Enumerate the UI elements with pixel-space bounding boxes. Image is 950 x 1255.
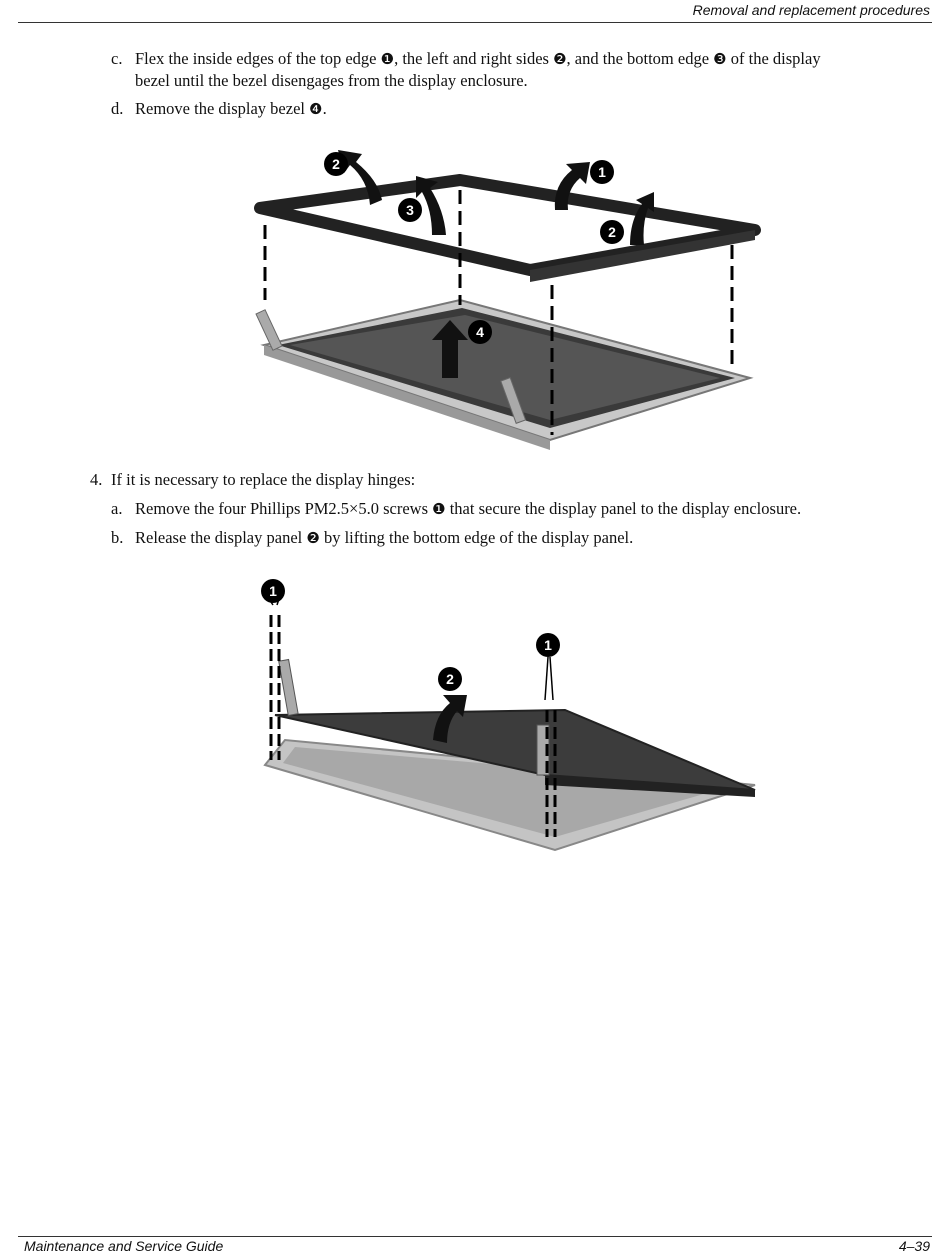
- text-run: Remove the four Phillips PM2.5×5.0 screws: [135, 499, 433, 518]
- callout-label: 2: [446, 671, 454, 687]
- step-text: [135, 527, 633, 549]
- text-run: , and the bottom edge: [566, 49, 714, 68]
- callout-label: 2: [332, 156, 340, 172]
- step-c: [111, 48, 921, 92]
- step-d: [111, 98, 711, 120]
- panel-release-illustration: [255, 575, 765, 855]
- callout-label: 2: [608, 224, 616, 240]
- text-run: .: [322, 99, 327, 118]
- text-run: that secure the display panel to the display enclosure.: [445, 499, 802, 518]
- header-title: Removal and replacement procedures: [692, 2, 930, 18]
- callout-3-glyph: ❸: [713, 50, 727, 68]
- step-text: [135, 498, 921, 520]
- text-run: Flex the inside edges of the top edge: [135, 49, 381, 68]
- page-footer: [18, 1236, 932, 1255]
- footer-guide-title: Maintenance and Service Guide: [24, 1238, 224, 1254]
- callout-1-glyph: ❶: [432, 500, 446, 518]
- step-label: 4.: [90, 470, 103, 489]
- text-run: bezel until the bezel disengages from the display enclosure.: [135, 71, 528, 90]
- page-number: 4–39: [898, 1238, 930, 1254]
- callout-label: 1: [269, 583, 277, 599]
- text-run: , the left and right sides: [394, 49, 554, 68]
- step-text: [111, 469, 415, 490]
- callout-2-glyph: ❷: [553, 50, 567, 68]
- page-header: [18, 0, 932, 23]
- text-run: Remove the display bezel: [135, 99, 310, 118]
- callout-1-glyph: ❶: [380, 50, 395, 68]
- callout-label: 1: [598, 164, 606, 180]
- step-label: c.: [111, 49, 123, 68]
- callout-label: 4: [476, 324, 484, 340]
- text-run: by lifting the bottom edge of the display panel.: [319, 528, 634, 547]
- text-run: Release the display panel: [135, 528, 307, 547]
- bezel-removal-illustration: [250, 140, 770, 455]
- text-run: of the display: [726, 49, 821, 68]
- step-4: [90, 469, 690, 491]
- callout-2-glyph: ❷: [306, 529, 320, 547]
- step-b: [111, 527, 811, 549]
- step-text: [135, 48, 921, 91]
- step-a: [111, 498, 921, 520]
- callout-label: 1: [544, 637, 552, 653]
- callout-4-glyph: ❹: [309, 100, 323, 118]
- step-label: d.: [111, 99, 124, 118]
- callout-label: 3: [406, 202, 414, 218]
- text-run: If it is necessary to replace the display hinges:: [111, 470, 416, 489]
- step-label: b.: [111, 528, 124, 547]
- step-text: [135, 98, 327, 120]
- step-label: a.: [111, 499, 123, 518]
